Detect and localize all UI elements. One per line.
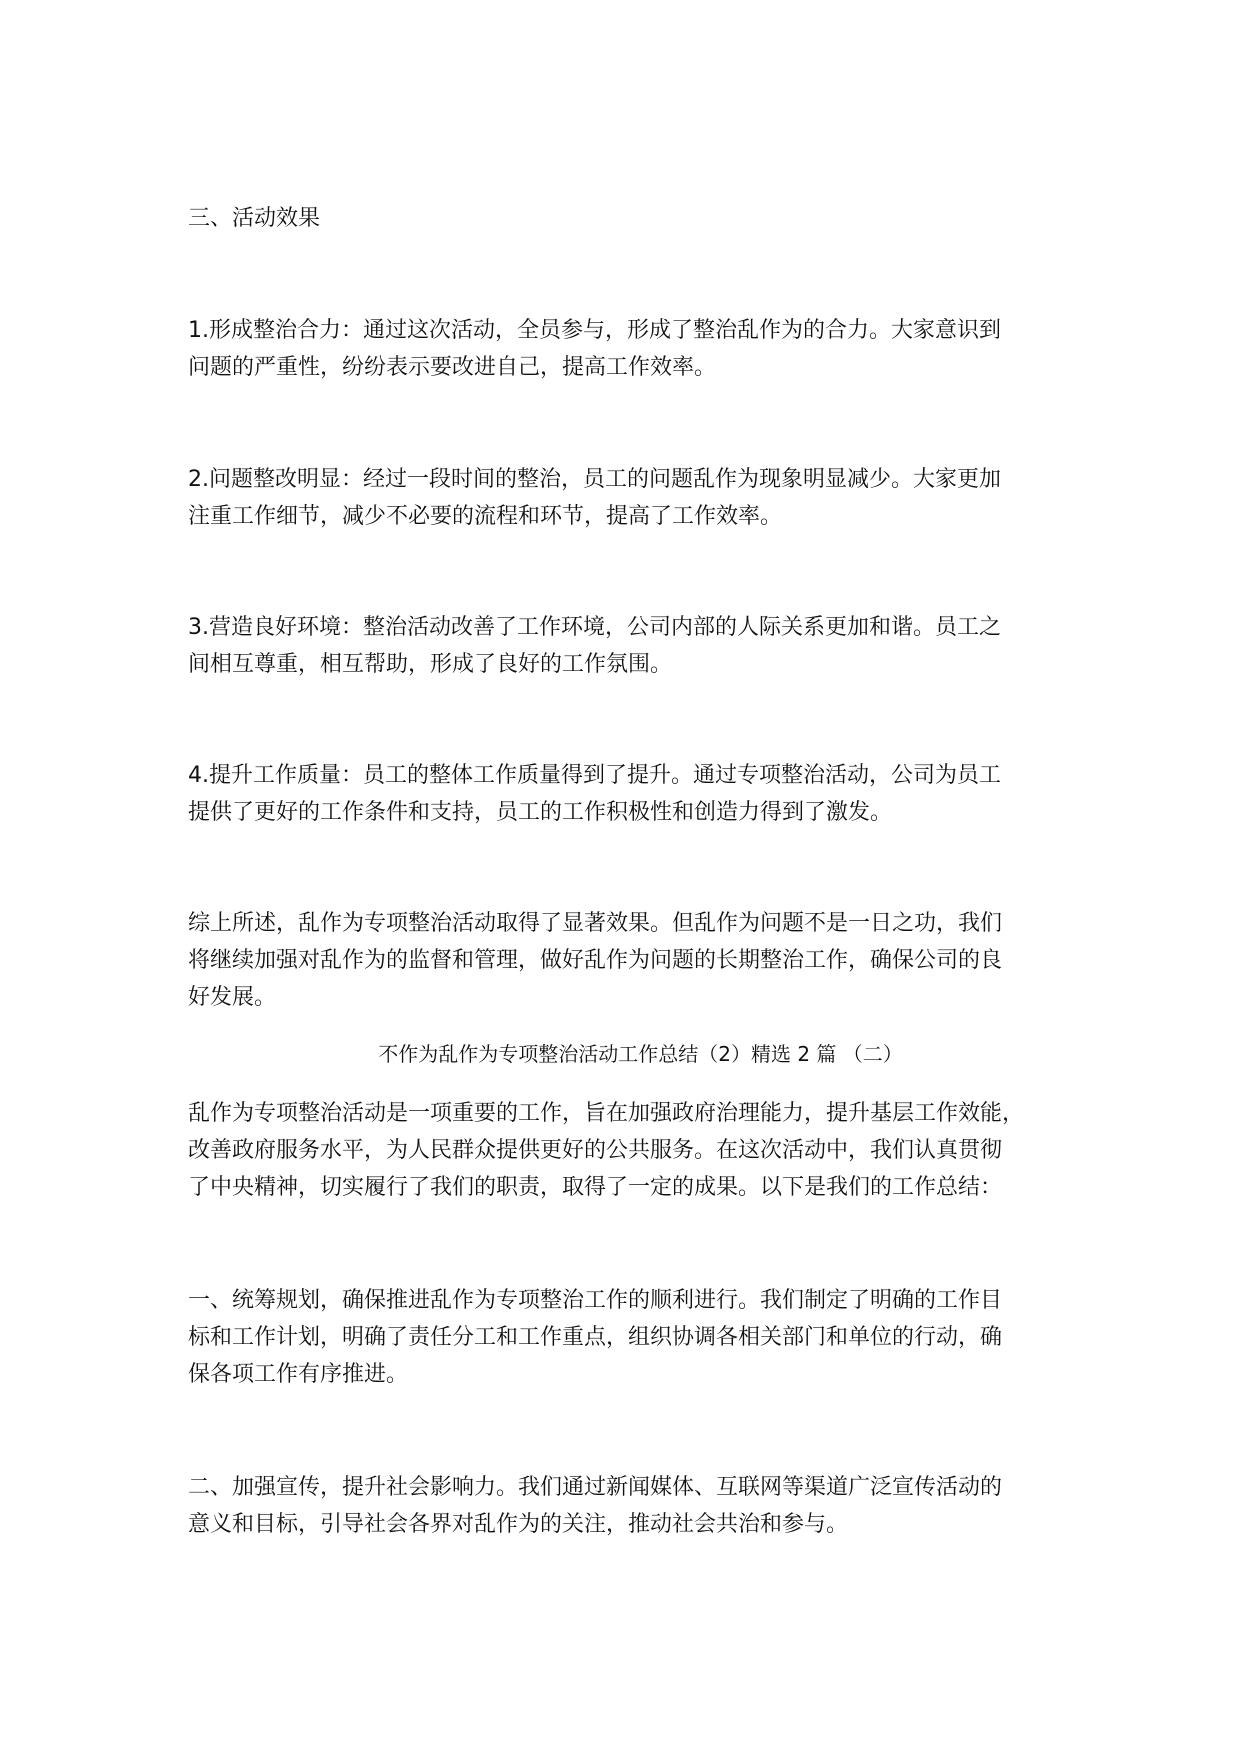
section-heading [188,200,1054,237]
paragraph-publicity [188,1469,1054,1543]
text-line: 二、加强宣传，提升社会影响力。我们通过新闻媒体、互联网等渠道广泛宣传活动的 [188,1475,1003,1500]
paragraph-introduction [188,1095,1054,1206]
text-line: 好发展。 [188,985,277,1010]
text-line: 问题的严重性，纷纷表示要改进自己，提高工作效率。 [188,355,717,380]
text-line: 综上所述，乱作为专项整治活动取得了显著效果。但乱作为问题不是一日之功，我们 [188,911,1003,936]
heading-text: 三、活动效果 [188,206,321,231]
text-line: 1.形成整治合力：通过这次活动，全员参与，形成了整治乱作为的合力。大家意识到 [188,318,1001,343]
paragraph-planning [188,1282,1054,1393]
text-line: 将继续加强对乱作为的监督和管理，做好乱作为问题的长期整治工作，确保公司的良 [188,948,1003,973]
text-line: 一、统筹规划，确保推进乱作为专项整治工作的顺利进行。我们制定了明确的工作目 [188,1288,1003,1313]
paragraph-work-quality [188,757,1054,831]
text-line: 3.营造良好环境：整治活动改善了工作环境，公司内部的人际关系更加和谐。员工之 [188,615,1001,640]
paragraph-summary [188,905,1054,1016]
text-line: 2.问题整改明显：经过一段时间的整治，员工的问题乱作为现象明显减少。大家更加 [188,467,1001,492]
text-line: 提供了更好的工作条件和支持，员工的工作积极性和创造力得到了激发。 [188,800,893,825]
text-line: 乱作为专项整治活动是一项重要的工作，旨在加强政府治理能力，提升基层工作效能， [188,1101,1025,1126]
text-line: 间相互尊重，相互帮助，形成了良好的工作氛围。 [188,652,673,677]
text-line: 标和工作计划，明确了责任分工和工作重点，组织协调各相关部门和单位的行动，确 [188,1325,1003,1350]
text-line: 保各项工作有序推进。 [188,1362,409,1387]
text-line: 了中央精神，切实履行了我们的职责，取得了一定的成果。以下是我们的工作总结： [188,1175,1003,1200]
paragraph-rectification [188,461,1054,535]
paragraph-environment [188,609,1054,683]
paragraph-form-synergy [188,312,1054,386]
text-line: 意义和目标，引导社会各界对乱作为的关注，推动社会共治和参与。 [188,1512,849,1537]
article-subtitle: 不作为乱作为专项整治活动工作总结（2）精选 2 篇 （二） [378,1042,903,1066]
text-line: 4.提升工作质量：员工的整体工作质量得到了提升。通过专项整治活动，公司为员工 [188,763,1001,788]
text-line: 改善政府服务水平，为人民群众提供更好的公共服务。在这次活动中，我们认真贯彻 [188,1138,1003,1163]
text-line: 注重工作细节，减少不必要的流程和环节，提高了工作效率。 [188,504,783,529]
